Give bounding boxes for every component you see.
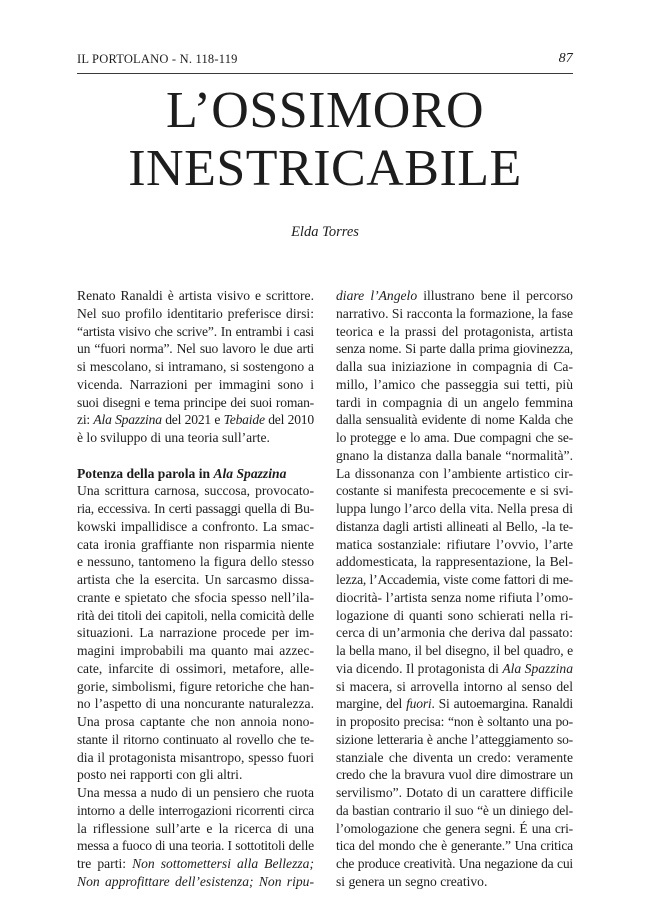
text-segment: suoi disegni e tema principe dei suoi roman-	[77, 394, 314, 410]
text-line	[336, 784, 573, 802]
text-line	[77, 731, 314, 749]
article-title	[0, 82, 650, 198]
text-line	[77, 429, 314, 447]
text-segment: lo protegge e lo ama. Due compagni che se-	[336, 430, 573, 445]
text-line	[336, 678, 573, 696]
text-segment: tica del mondo che è generante.” Una critica	[336, 838, 573, 854]
text-line	[77, 376, 314, 394]
text-segment: intorno a delle interrogazioni ricorrenti circa	[77, 802, 314, 818]
text-line	[77, 394, 314, 412]
text-line	[336, 642, 573, 660]
text-line	[77, 500, 314, 518]
text-line	[336, 553, 573, 571]
text-segment: si mescolano, si intramano, si sostengono a	[77, 359, 314, 374]
text-segment: si genera un segno creativo.	[336, 873, 488, 889]
text-segment: che produce creatività. Una negazione da cui	[336, 856, 573, 871]
text-line	[336, 766, 573, 784]
title-line: INESTRICABILE	[128, 140, 522, 197]
text-segment: cerca di un’armonia che deriva dal passato:	[336, 625, 573, 641]
text-segment: del 2021 e	[161, 412, 224, 428]
text-segment: sizione letteraria è anche l’atteggiamento so-	[336, 731, 573, 747]
text-segment: Nel suo profilo identitario preferisce dirsi:	[77, 305, 314, 321]
text-segment: stanziale che diventa un credo: veramente	[336, 749, 573, 765]
text-column-left	[77, 287, 314, 891]
title-line: L’OSSIMORO	[165, 82, 485, 139]
text-segment: dalla sua iniziazione in compagnia di Ca-	[336, 359, 573, 374]
text-line	[77, 695, 314, 713]
text-line	[77, 482, 314, 500]
text-segment: rità dei titoli dei capitoli, nella comicità delle	[77, 607, 314, 623]
text-line	[336, 695, 573, 713]
text-segment: distanza dagli artisti allineati al Bello, -la te-	[336, 518, 573, 534]
article-author: Elda Torres	[291, 224, 359, 240]
text-line	[77, 873, 314, 891]
text-segment: dia il protagonista misantropo, spesso fuori	[77, 749, 314, 765]
text-line	[336, 411, 573, 429]
text-segment: cata ironia graffiante non risparmia niente	[77, 536, 314, 552]
text-line	[336, 518, 573, 536]
text-segment: vicenda. Narrazioni per immagini sono i	[77, 376, 314, 392]
text-line	[77, 766, 314, 784]
text-segment: addomesticata, la rappresentazione, la Bel-	[336, 554, 573, 570]
text-segment: lezza, l’Accademia, viste come fattori di me-	[336, 572, 573, 587]
text-segment: . Si autoemargina. Ranaldi	[431, 696, 573, 712]
text-segment: ria, eccessiva. In certi passaggi quella di Bu-	[77, 501, 314, 516]
text-line	[77, 323, 314, 341]
text-line	[77, 571, 314, 589]
text-line	[336, 624, 573, 642]
text-line	[336, 358, 573, 376]
text-line	[336, 571, 573, 589]
text-line	[77, 749, 314, 767]
italic-text: Non sottomettersi alla Bellezza;	[132, 856, 314, 871]
text-line	[336, 820, 573, 838]
text-line	[336, 376, 573, 394]
text-segment: Renato Ranaldi è artista visivo e scrittore.	[77, 288, 314, 303]
italic-text: Ala Spazzina	[93, 412, 162, 428]
text-segment: Una prosa captante che non annoia nono-	[77, 714, 314, 729]
text-line	[77, 553, 314, 571]
text-segment: millo, l’amico che passeggia sui tetti, più	[336, 376, 573, 392]
text-segment: matica sostanziale: rifiutare l’ovvio, l’arte	[336, 536, 573, 552]
italic-text: Non approfittare dell’esistenza; Non ripu-	[77, 873, 314, 889]
text-segment: tre parti:	[77, 856, 133, 871]
text-line	[77, 784, 314, 802]
text-line	[77, 660, 314, 678]
text-line	[336, 482, 573, 500]
text-segment: artista che la esercita. Un sarcasmo dissa-	[77, 572, 314, 587]
text-segment: cate, infarcite di ossimori, metafore, alle-	[77, 660, 314, 676]
text-segment: narrativo. Si racconta la formazione, la fase	[336, 305, 573, 321]
text-segment: la riflessione sull’arte e la ricerca di una	[77, 820, 314, 836]
text-segment: posto nei rapporti con gli altri.	[77, 767, 243, 783]
italic-text: Tebaide	[223, 412, 265, 428]
text-line	[77, 607, 314, 625]
text-segment: Potenza della parola in	[77, 465, 214, 481]
italic-text: Ala Spazzina	[213, 465, 287, 481]
text-line	[336, 323, 573, 341]
text-line	[77, 855, 314, 873]
text-line	[336, 837, 573, 855]
text-line	[77, 678, 314, 696]
text-segment: logazione di quanti sono schierati nella ri-	[336, 607, 573, 623]
text-line	[77, 589, 314, 607]
text-segment: no l’aspetto di una noncurante naturalezza.	[77, 696, 314, 712]
text-segment: tardi in compagnia di un angelo femmina	[336, 394, 573, 410]
text-segment: illustrano bene il percorso	[417, 288, 573, 303]
journal-name: IL PORTOLANO - N. 118-119	[77, 52, 238, 66]
text-line	[77, 287, 314, 305]
text-segment: crante e spietato che sfocia spesso nell’ila-	[77, 589, 314, 605]
text-line	[336, 305, 573, 323]
text-segment: luppa lungo l’arco della vita. Nella presa di	[336, 501, 573, 516]
text-line	[336, 731, 573, 749]
text-segment: “artista visivo che scrive”. In entrambi i casi	[77, 323, 314, 339]
text-line	[77, 624, 314, 642]
text-line	[77, 802, 314, 820]
text-line	[336, 447, 573, 465]
text-line	[77, 820, 314, 838]
text-segment: zi:	[77, 412, 94, 428]
text-segment: dalla sensualità evidente di nome Kalda che	[336, 412, 573, 428]
text-segment: gnano la distanza dalla banale “normalità”.	[336, 447, 573, 463]
text-line	[77, 518, 314, 536]
text-segment: kowski impallidisce a confronto. La smac-	[77, 518, 314, 534]
text-segment: Una messa a nudo di un pensiero che ruota	[77, 785, 314, 800]
text-line	[77, 837, 314, 855]
text-segment: stante il ritorno continuato al rovello che te-	[77, 731, 314, 747]
text-line	[336, 465, 573, 483]
text-line	[336, 713, 573, 731]
text-line	[336, 287, 573, 305]
header-rule	[77, 73, 573, 74]
text-segment: via dicendo. Il protagonista di	[336, 660, 503, 676]
text-line	[336, 500, 573, 518]
text-line	[336, 802, 573, 820]
text-segment: in proposito precisa: “non è soltanto una po-	[336, 714, 573, 729]
text-segment: margine, del	[336, 696, 407, 712]
text-line	[336, 749, 573, 767]
text-segment: La dissonanza con l’ambiente artistico cir-	[336, 465, 573, 481]
paragraph-gap	[77, 447, 314, 465]
section-heading	[77, 465, 314, 483]
text-segment: magini improbabili ma quanto mai azzec-	[77, 643, 314, 658]
text-line	[336, 660, 573, 678]
italic-text: Ala Spazzina	[502, 660, 573, 676]
text-segment: un “fuori norma”. Nel suo lavoro le due arti	[77, 341, 314, 357]
text-segment: l’omologazione che genera segni. É una cri-	[336, 820, 573, 836]
text-line	[77, 305, 314, 323]
text-segment: la bella mano, il bel disegno, il bel quadro, e	[336, 643, 573, 658]
text-line	[77, 358, 314, 376]
text-line	[77, 411, 314, 429]
text-segment: Una scrittura carnosa, succosa, provocato-	[77, 483, 314, 499]
text-line	[77, 713, 314, 731]
text-segment: e nessuno, tantomeno la figura dello stesso	[77, 554, 314, 570]
text-segment: servilismo”. Dotato di un carattere difficile	[336, 785, 573, 800]
text-segment: del 2010	[264, 412, 314, 428]
text-segment: da bastian contrario il suo “è un diniego del-	[336, 802, 573, 818]
text-line	[336, 340, 573, 358]
text-segment: messa a fuoco di una teoria. I sottotitoli delle	[77, 838, 314, 854]
italic-text: fuori	[406, 696, 432, 712]
text-line	[77, 642, 314, 660]
text-segment: diocrità- l’artista senza nome rifiuta l’omo-	[336, 589, 573, 605]
text-line	[336, 607, 573, 625]
page-number: 87	[558, 51, 573, 66]
text-line	[336, 394, 573, 412]
text-line	[336, 873, 573, 891]
text-segment: è lo sviluppo di una teoria sull’arte.	[77, 430, 270, 445]
text-line	[336, 855, 573, 873]
text-segment: credo che la bravura vuol dire dimostrare un	[336, 767, 573, 783]
text-segment: costante si manifesta precocemente e si svi-	[336, 483, 573, 499]
text-segment: teorica e la prassi del protagonista, artista	[336, 323, 573, 339]
text-column-right	[336, 287, 573, 891]
text-line	[336, 429, 573, 447]
text-line	[336, 589, 573, 607]
text-segment: gorie, simbolismi, figure retoriche che han-	[77, 678, 314, 694]
italic-text: diare l’Angelo	[336, 288, 418, 303]
text-segment: senza nome. Si parte dalla prima giovinezza,	[336, 341, 573, 357]
text-line	[336, 536, 573, 554]
text-line	[77, 536, 314, 554]
text-line	[77, 340, 314, 358]
text-segment: situazioni. La narrazione procede per im-	[77, 625, 314, 641]
text-segment: si macera, si arrovella intorno al senso del	[336, 678, 573, 694]
